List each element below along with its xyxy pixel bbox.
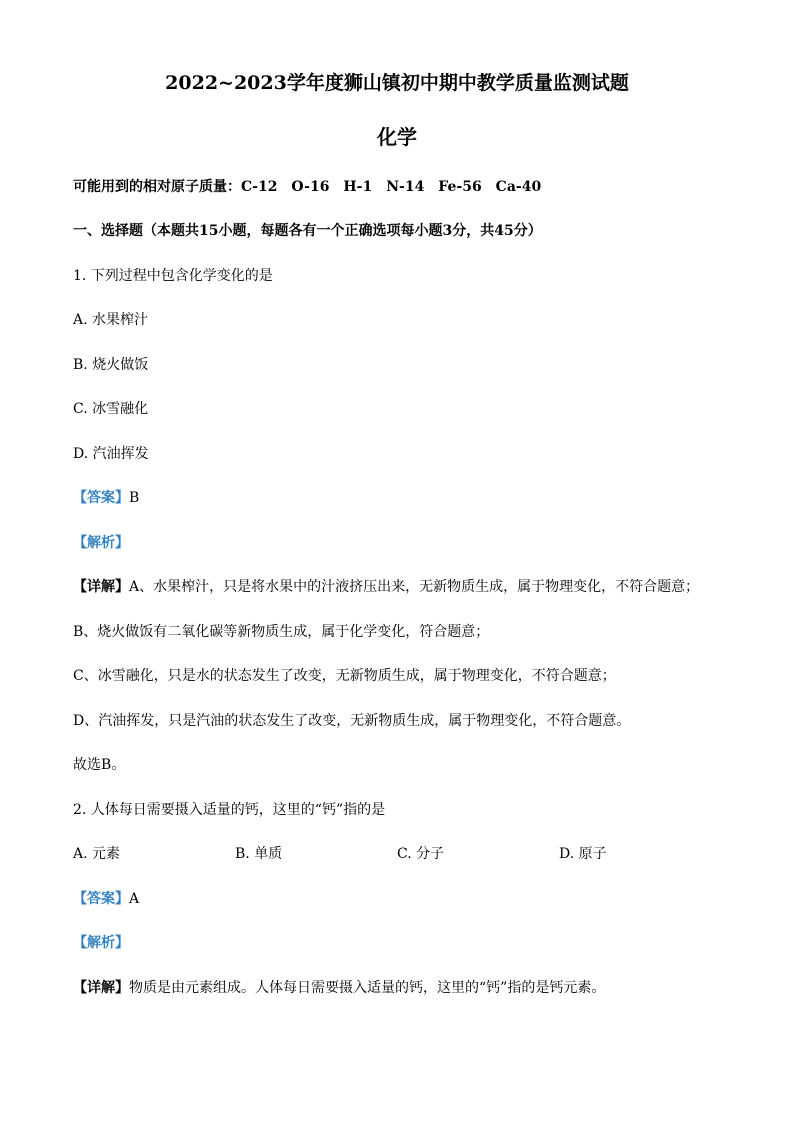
- question-2-option-c: C. 分子: [397, 846, 445, 862]
- question-2-option-b: B. 单质: [235, 846, 283, 862]
- detail-tag: 【详解】: [73, 579, 129, 595]
- detail-text: 物质是由元素组成。人体每日需要摄入适量的钙，这里的“钙”指的是钙元素。: [129, 980, 606, 996]
- answer-value: A: [129, 891, 140, 907]
- section-heading: 一、选择题（本题共15小题，每题各有一个正确选项每小题3分，共45分）: [73, 223, 542, 239]
- question-2-analysis: [73, 934, 129, 952]
- question-2-answer: [73, 890, 139, 908]
- answer-tag: 【答案】: [73, 891, 129, 907]
- question-1-answer: [73, 489, 139, 507]
- question-2-option-d: D. 原子: [559, 846, 607, 862]
- detail-text: A、水果榨汁，只是将水果中的汁液挤压出来，无新物质生成，属于物理变化，不符合题意；: [129, 579, 700, 595]
- answer-value: B: [129, 490, 140, 506]
- analysis-tag: 【解析】: [73, 935, 129, 951]
- question-1-option-c: C. 冰雪融化: [73, 401, 149, 417]
- atomic-masses: 可能用到的相对原子质量：C-12 O-16 H-1 N-14 Fe-56 Ca-40: [73, 179, 542, 195]
- question-2-options: [73, 845, 733, 863]
- subject-title: 化学: [377, 125, 417, 149]
- answer-tag: 【答案】: [73, 490, 129, 506]
- question-1-stem: 1. 下列过程中包含化学变化的是: [73, 268, 273, 284]
- question-2-stem: 2. 人体每日需要摄入适量的钙，这里的“钙”指的是: [73, 802, 386, 818]
- question-2-detail: [73, 979, 605, 997]
- detail-tag: 【详解】: [73, 980, 129, 996]
- question-2-option-a: A. 元素: [73, 846, 121, 862]
- question-1-option-d: D. 汽油挥发: [73, 446, 149, 462]
- question-1-option-a: A. 水果榨汁: [73, 312, 149, 328]
- analysis-tag: 【解析】: [73, 535, 129, 551]
- question-1-analysis: [73, 534, 129, 552]
- question-1-detail-d: D、汽油挥发，只是汽油的状态发生了改变，无新物质生成，属于物理变化，不符合题意。: [73, 713, 631, 729]
- question-1-conclusion: 故选B。: [73, 757, 126, 773]
- question-1-detail-b: B、烧火做饭有二氧化碳等新物质生成，属于化学变化，符合题意；: [73, 624, 490, 640]
- page-title: 2022~2023学年度狮山镇初中期中教学质量监测试题: [165, 72, 629, 94]
- question-1-option-b: B. 烧火做饭: [73, 357, 149, 373]
- question-1-detail-a: [73, 578, 699, 596]
- question-1-detail-c: C、冰雪融化，只是水的状态发生了改变，无新物质生成，属于物理变化，不符合题意；: [73, 668, 616, 684]
